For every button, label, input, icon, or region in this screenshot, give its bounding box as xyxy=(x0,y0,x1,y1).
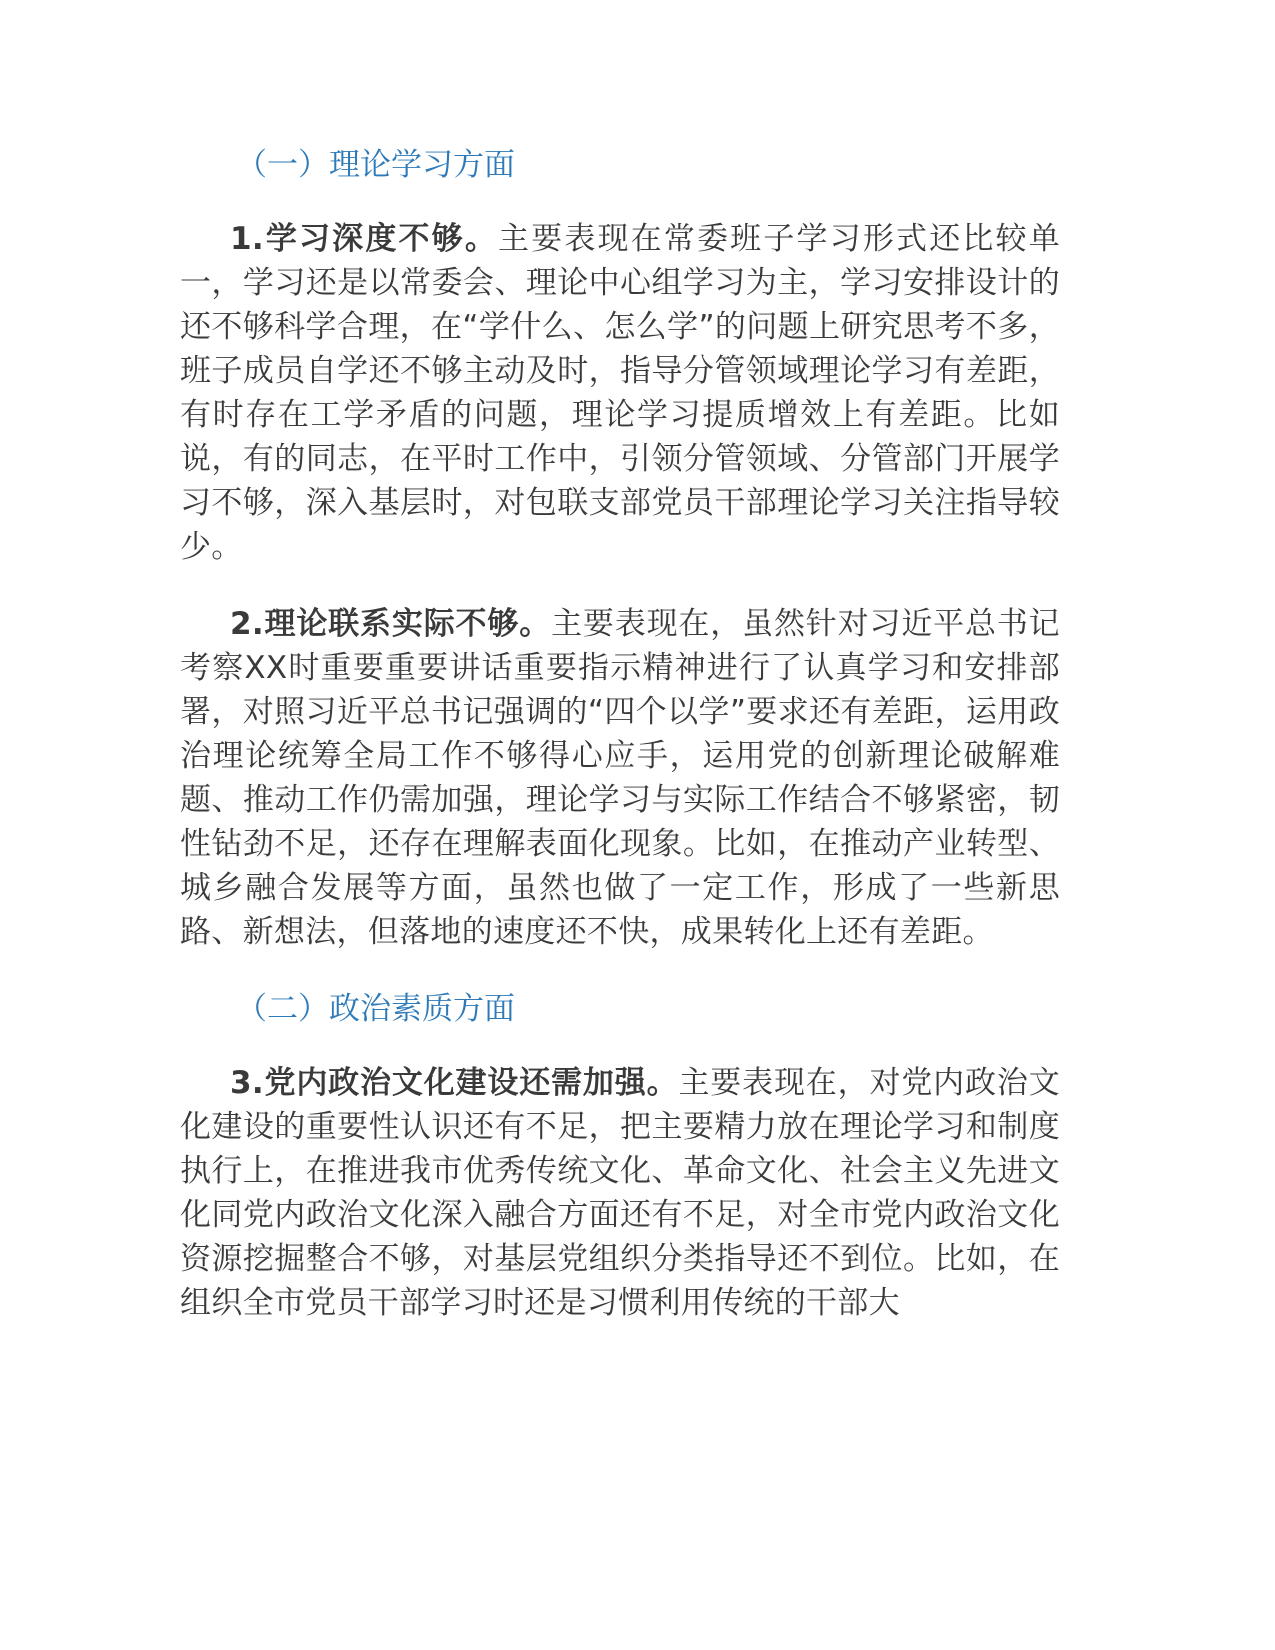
item-1-lead: 1.学习深度不够。 xyxy=(230,221,498,257)
item-3-body: 主要表现在，对党内政治文化建设的重要性认识还有不足，把主要精力放在理论学习和制度执行上，在推进我市优秀传统文化、革命文化、社会主义先进文化同党内政治文化深入融合方面还有不足，对全市党内政治文化资源挖掘整合不够，对基层党组织分类指导还不到位。比如，在组织全市党员干部学习时还是习惯利用传统的干部大 xyxy=(180,1065,1060,1321)
paragraph-item-2 xyxy=(180,602,1060,954)
paragraph-item-3 xyxy=(180,1061,1060,1325)
item-2-lead: 2.理论联系实际不够。 xyxy=(230,606,552,642)
document-page xyxy=(180,140,1060,1325)
item-3-lead: 3.党内政治文化建设还需加强。 xyxy=(230,1065,679,1101)
section-heading-theory-study: （一）理论学习方面 xyxy=(236,147,515,183)
paragraph-item-1 xyxy=(180,217,1060,569)
section-heading-political-quality: （二）政治素质方面 xyxy=(236,991,515,1027)
item-1-body: 主要表现在常委班子学习形式还比较单一，学习还是以常委会、理论中心组学习为主，学习安排设计的还不够科学合理，在“学什么、怎么学”的问题上研究思考不多，班子成员自学还不够主动及时，指导分管领域理论学习有差距，有时存在工学矛盾的问题，理论学习提质增效上有差距。比如说，有的同志，在平时工作中，引领分管领域、分管部门开展学习不够，深入基层时，对包联支部党员干部理论学习关注指导较少。 xyxy=(180,221,1060,565)
item-2-body: 主要表现在，虽然针对习近平总书记考察XX时重要重要讲话重要指示精神进行了认真学习和安排部署，对照习近平总书记强调的“四个以学”要求还有差距，运用政治理论统筹全局工作不够得心应手，运用党的创新理论破解难题、推动工作仍需加强，理论学习与实际工作结合不够紧密，韧性钻劲不足，还存在理解表面化现象。比如，在推动产业转型、城乡融合发展等方面，虽然也做了一定工作，形成了一些新思路、新想法，但落地的速度还不快，成果转化上还有差距。 xyxy=(180,606,1060,950)
